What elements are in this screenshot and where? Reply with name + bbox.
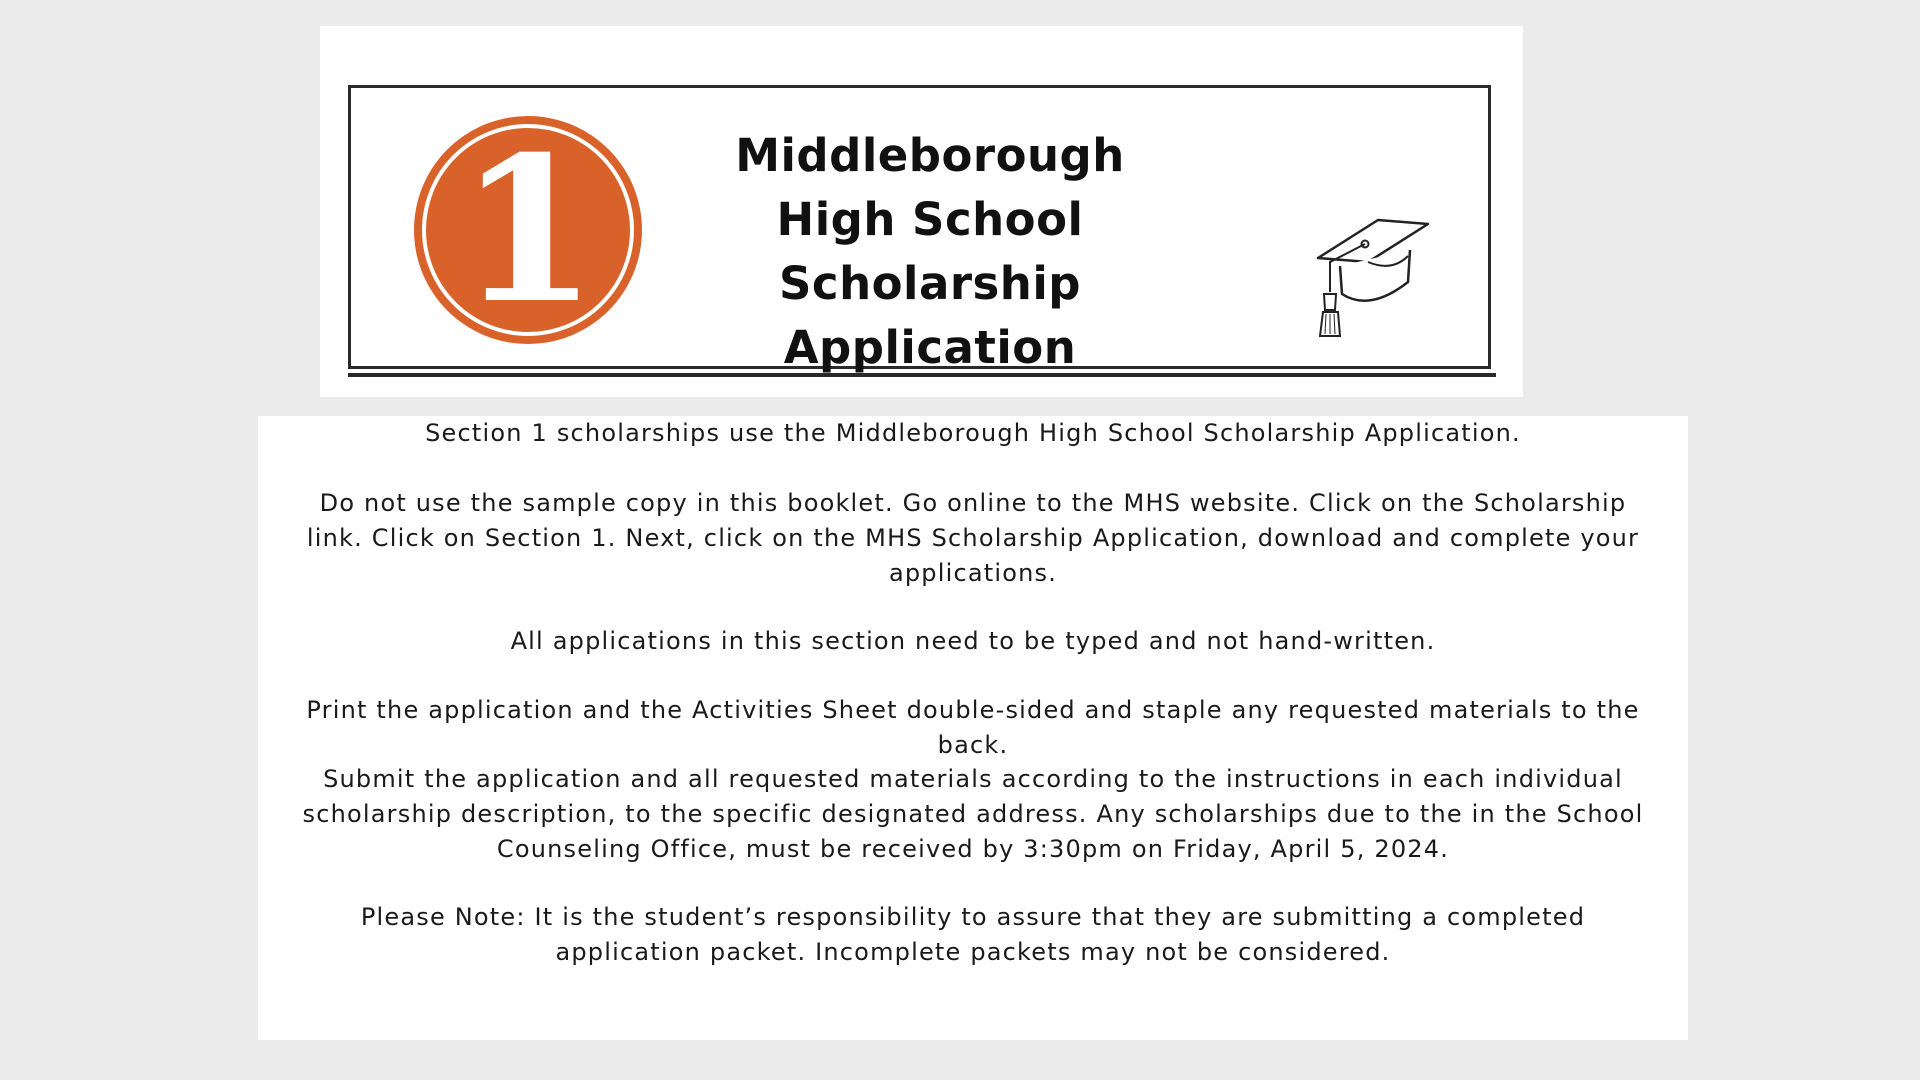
instruction-paragraph-intro: Section 1 scholarships use the Middleborough High School Scholarship Application. <box>425 419 1521 447</box>
instruction-paragraph-print: Print the application and the Activities Sheet double-sided and staple any requested materials to the back. <box>306 696 1640 759</box>
section-number-badge-icon <box>412 114 644 346</box>
page-title: Middleborough High School Scholarship Application <box>735 129 1125 374</box>
instructions-card <box>258 416 1688 1040</box>
instruction-paragraph-online: Do not use the sample copy in this booklet. Go online to the MHS website. Click on the Scholarship link. Click on Section 1. Next, click on the MHS Scholarship Application, download and complete your applications. <box>306 489 1640 587</box>
badge-number: 1 <box>458 114 598 346</box>
badge-graphic <box>412 114 644 346</box>
instruction-paragraph-submit: Submit the application and all requested materials according to the instructions in each individual scholarship description, to the specific designated address. Any scholarships due to the in the School Counseling Office, must be received by 3:30pm on Friday, April 5, 2024. <box>302 765 1644 863</box>
instruction-paragraph-typed: All applications in this section need to be typed and not hand-written. <box>510 627 1436 655</box>
graduation-cap-graphic <box>1308 212 1438 362</box>
instruction-paragraph-note: Please Note: It is the student’s responsibility to assure that they are submitting a completed application packet. Incomplete packets may not be considered. <box>360 903 1586 966</box>
header-card <box>320 26 1523 397</box>
graduation-cap-icon <box>1308 212 1438 362</box>
